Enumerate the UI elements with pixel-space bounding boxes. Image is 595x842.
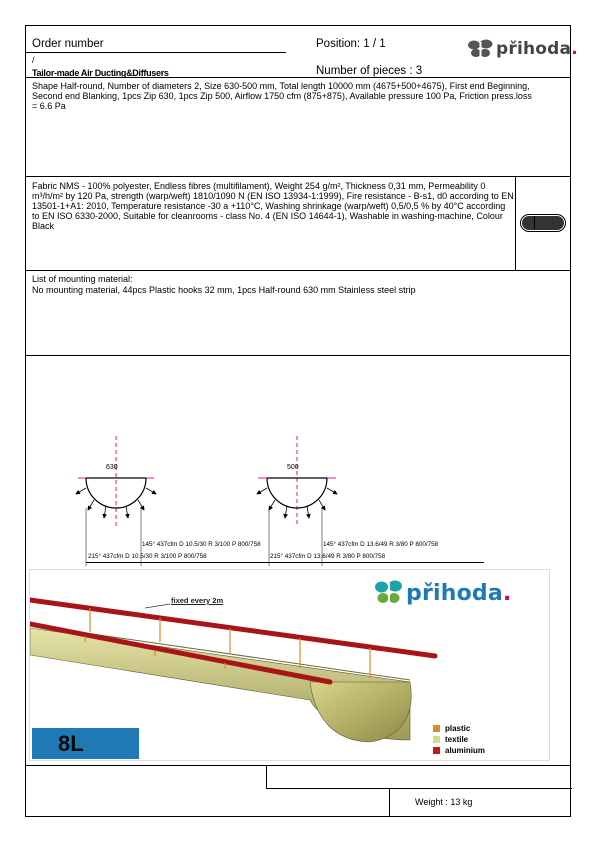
- butterfly-logo-icon: [467, 39, 495, 59]
- footer-box: [266, 765, 572, 789]
- render-logo: [374, 580, 511, 606]
- outlet-label-500-215: 215° 437cfm D 13.6/49 R 3/80 P 800/758: [270, 553, 386, 560]
- divider: [269, 562, 484, 563]
- swatch-mark: [534, 216, 535, 230]
- divider: [515, 177, 516, 270]
- pieces-text: Number of pieces : 3: [316, 65, 423, 77]
- legend-swatch: [433, 747, 440, 754]
- logo-text: přihoda: [406, 581, 503, 606]
- product-render: [29, 569, 550, 761]
- outlet-diagram: [26, 426, 572, 566]
- outlet-label-500-145: 145° 437cfm D 13.6/49 R 3/80 P 800/758: [323, 541, 439, 548]
- product-name: Tailor-made Air Ducting&Diffusers: [32, 68, 169, 78]
- mounting-title: List of mounting material:: [32, 274, 133, 284]
- weight-text: Weight : 13 kg: [415, 797, 473, 807]
- model-badge: 8L: [32, 728, 139, 759]
- divider: [389, 789, 390, 817]
- legend-swatch: [433, 725, 440, 732]
- logo-dot: .: [571, 39, 578, 59]
- butterfly-logo-icon: [374, 580, 404, 606]
- outlet-label-630-215: 215° 437cfm D 10.5/30 R 3/100 P 800/758: [88, 553, 207, 560]
- legend-item-aluminium: [433, 746, 485, 755]
- legend-swatch: [433, 736, 440, 743]
- logo-text: přihoda: [496, 39, 572, 59]
- order-number-value: /: [32, 55, 35, 65]
- legend-item-plastic: [433, 724, 470, 733]
- header-underline: [26, 52, 286, 53]
- order-number-label: Order number: [32, 38, 104, 50]
- divider: [26, 355, 570, 356]
- shape-description: Shape Half-round, Number of diameters 2, Size 630-500 mm, Total length 10000 mm (4675+500+4675), First end Beginning, Second end Blanking, 1pcs Zip 630, 1pcs Zip 500, Airflow 1750 cfm (875+875), Available pressure 100 Pa, Friction press.loss = 6.6 Pa: [32, 81, 532, 111]
- swatch-fill: [522, 216, 564, 230]
- diameter-label-500: 500: [287, 464, 299, 471]
- mounting-description: No mounting material, 44pcs Plastic hooks 32 mm, 1pcs Half-round 630 mm Stainless steel strip: [32, 285, 416, 295]
- position-text: Position: 1 / 1: [316, 38, 386, 50]
- logo-dot: .: [502, 581, 512, 606]
- fabric-description: Fabric NMS - 100% polyester, Endless fibres (multifilament), Weight 254 g/m², Thickness 0,31 mm, Permeability 0 m³/h/m² by 120 Pa, strength (warp/weft) 1810/1090 N (EN ISO 13934-1:1999), Fire resistance - B-s1, d0 according to EN 13501-1+A1: 2010, Temperature resistance -30 a +110°C, Washing shrinkage (warp/weft) 0,5/0,5 % by 40°C according to EN ISO 6330-2000, Suitable for cleanrooms - class No. 4 (EN ISO 14644-1), Washable in washing-machine, Colour Black: [32, 181, 514, 231]
- divider: [26, 270, 570, 271]
- document-frame: [25, 25, 578, 817]
- divider: [26, 77, 570, 78]
- fabric-color-swatch: [520, 214, 566, 232]
- legend-label: textile: [445, 735, 469, 744]
- fixed-every-label: fixed every 2m: [171, 596, 224, 605]
- company-logo: [467, 39, 578, 59]
- legend-label: plastic: [445, 724, 471, 733]
- divider: [26, 176, 570, 177]
- divider: [86, 562, 269, 563]
- legend-label: aluminium: [445, 746, 486, 755]
- diameter-label-630: 630: [106, 464, 118, 471]
- outlet-label-630-145: 145° 437cfm D 10.5/30 R 3/100 P 800/758: [142, 541, 261, 548]
- legend-item-textile: [433, 735, 468, 744]
